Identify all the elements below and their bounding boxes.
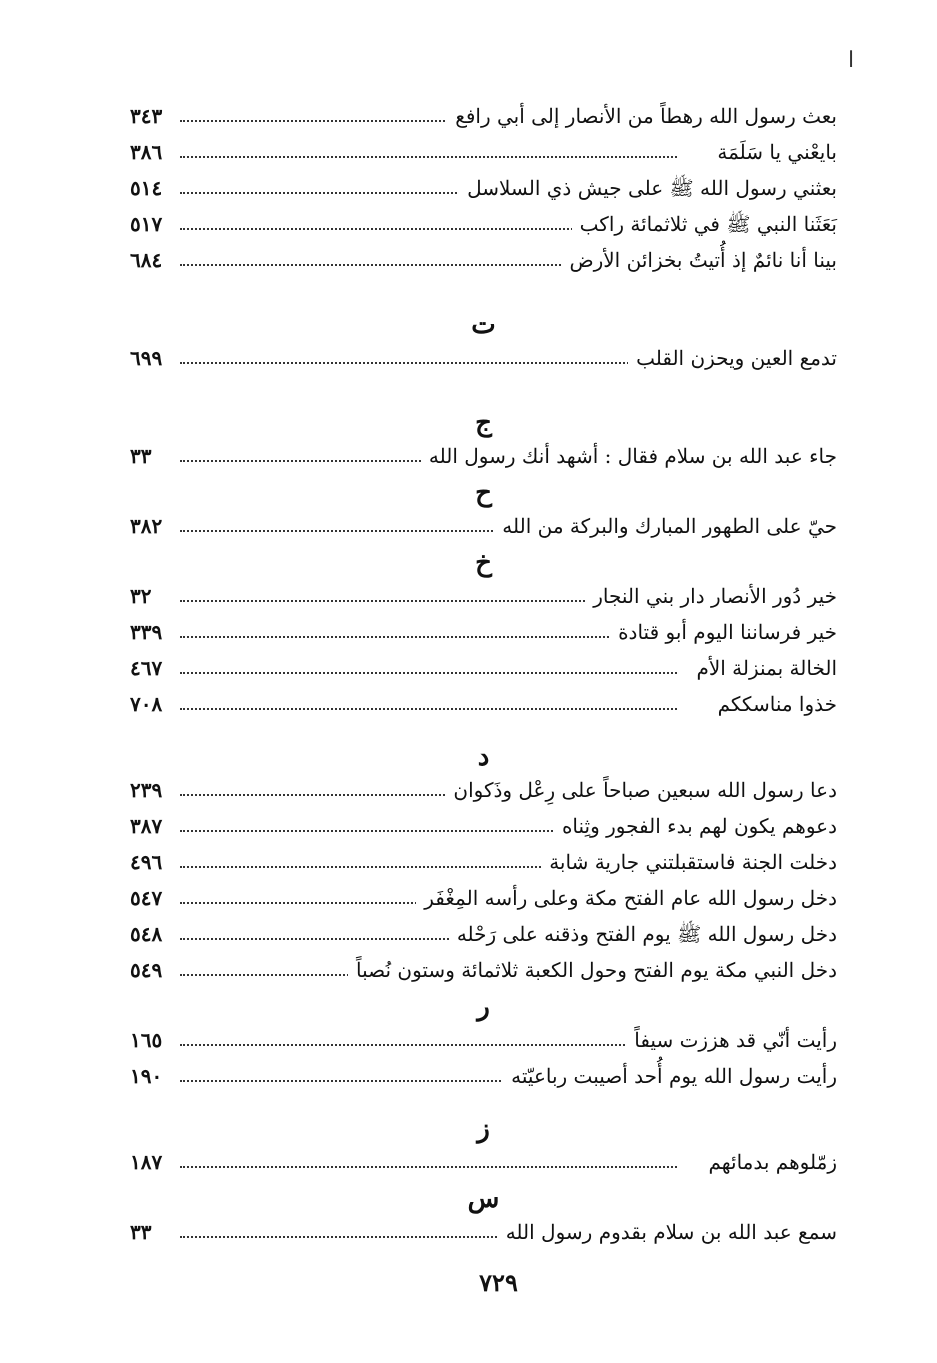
entry-text: دخلت الجنة فاستقبلتني جارية شابة (541, 850, 837, 874)
leader-dots (180, 1166, 677, 1168)
entry-text: دخل النبي مكة يوم الفتح وحول الكعبة ثلاثمائة وستون نُصباً (348, 958, 837, 982)
index-entry (0, 1060, 937, 1096)
index-entry (0, 688, 937, 724)
index-entry (0, 810, 937, 846)
section-letter: س (467, 1184, 500, 1214)
section-letter: ت (471, 310, 496, 340)
entry-page: ٣٤٣ (130, 104, 163, 128)
section-letter: خ (475, 548, 492, 578)
leader-dots (180, 636, 677, 638)
entry-text: جاء عبد الله بن سلام فقال : أشهد أنك رسول الله (421, 444, 837, 468)
index-entry (0, 1024, 937, 1060)
index-entry (0, 136, 937, 172)
entry-page: ٦٩٩ (130, 346, 163, 370)
index-entry (0, 100, 937, 136)
index-entry (0, 440, 937, 476)
index-entry (0, 172, 937, 208)
entry-text: دعا رسول الله سبعين صباحاً على رِعْل وذَكوان (445, 778, 837, 802)
index-entry (0, 918, 937, 954)
index-entry (0, 652, 937, 688)
entry-text: دعوهم يكون لهم بدء الفجور وثِناه (554, 814, 837, 838)
group-ra (0, 990, 937, 1096)
entry-page: ٣٣ (130, 444, 152, 468)
entry-page: ٣٨٦ (130, 140, 163, 164)
entry-page: ١٨٧ (130, 1150, 163, 1174)
entry-text: زمّلوهم بدمائهم (700, 1150, 837, 1174)
group-kha (0, 546, 937, 724)
group-jim (0, 406, 937, 476)
group-sin (0, 1182, 937, 1252)
section-letter: د (477, 742, 490, 772)
entry-text: خذوا مناسككم (710, 692, 837, 716)
entry-text: خير دُور الأنصار دار بني النجار (585, 584, 837, 608)
index-entry (0, 882, 937, 918)
section-letter: ج (475, 408, 492, 438)
index-entry (0, 954, 937, 990)
index-entry (0, 208, 937, 244)
entry-text: بَعَثَنا النبي ﷺ في ثلاثمائة راكب (572, 212, 837, 241)
entry-text: رأيت أنّي قد هززت سيفاً (626, 1028, 837, 1052)
entry-page: ٣٣٩ (130, 620, 163, 644)
index-entry (0, 580, 937, 616)
entry-page: ١٩٠ (130, 1064, 163, 1088)
leader-dots (180, 156, 677, 158)
entry-page: ٤٦٧ (130, 656, 163, 680)
page-number: ٧٢٩ (479, 1268, 518, 1297)
entry-text: حيّ على الطهور المبارك والبركة من الله (494, 514, 837, 538)
leader-dots (180, 708, 677, 710)
section-letter: ر (477, 992, 490, 1022)
entry-page: ٢٣٩ (130, 778, 163, 802)
entry-page: ٥١٧ (130, 212, 163, 236)
entry-page: ٣٣ (130, 1220, 152, 1244)
group-ta (0, 308, 937, 378)
entry-page: ٣٢ (130, 584, 152, 608)
entry-page: ٥٤٩ (130, 958, 163, 982)
entry-text: دخل رسول الله عام الفتح مكة وعلى رأسه المِغْفَر (416, 886, 837, 910)
index-entry (0, 846, 937, 882)
index-entry (0, 510, 937, 546)
index-page (0, 100, 937, 1252)
entry-text: سمع عبد الله بن سلام بقدوم رسول الله (498, 1220, 837, 1244)
section-letter: ح (475, 478, 492, 508)
entry-text: دخل رسول الله ﷺ يوم الفتح وذقنه على رَحْله (449, 922, 837, 951)
index-entry (0, 774, 937, 810)
entry-page: ٤٩٦ (130, 850, 163, 874)
entry-text: بعث رسول الله رهطاً من الأنصار إلى أبي رافع (447, 104, 837, 128)
entry-page: ٥٤٨ (130, 922, 163, 946)
entry-page: ٥١٤ (130, 176, 163, 200)
entry-page: ٦٨٤ (130, 248, 163, 272)
entry-page: ٣٨٢ (130, 514, 163, 538)
group-ba (0, 100, 937, 280)
group-ha (0, 476, 937, 546)
section-letter: ز (477, 1114, 490, 1144)
leader-dots (180, 672, 677, 674)
index-entry (0, 244, 937, 280)
leader-dots (180, 362, 677, 364)
entry-text: خير فرساننا اليوم أبو قتادة (610, 620, 837, 644)
entry-text: الخالة بمنزلة الأم (688, 656, 837, 680)
entry-text: بعثني رسول الله ﷺ على جيش ذي السلاسل (459, 176, 837, 205)
entry-page: ٧٠٨ (130, 692, 163, 716)
group-zay (0, 1112, 937, 1182)
entry-text: بينا أنا نائمٌ إذ أُتيتُ بخزائن الأرض (561, 248, 837, 272)
entry-text: تدمع العين ويحزن القلب (628, 346, 837, 370)
index-entry (0, 1146, 937, 1182)
entry-page: ١٦٥ (130, 1028, 163, 1052)
index-entry (0, 616, 937, 652)
corner-mark: ا (848, 48, 855, 73)
index-entry (0, 342, 937, 378)
index-entry (0, 1216, 937, 1252)
entry-page: ٥٤٧ (130, 886, 163, 910)
leader-dots (180, 1044, 677, 1046)
entry-page: ٣٨٧ (130, 814, 163, 838)
group-dal (0, 740, 937, 990)
entry-text: بايعْني يا سَلَمَة (709, 140, 837, 164)
entry-text: رأيت رسول الله يوم أُحد أصيبت رباعيّته (503, 1064, 837, 1088)
